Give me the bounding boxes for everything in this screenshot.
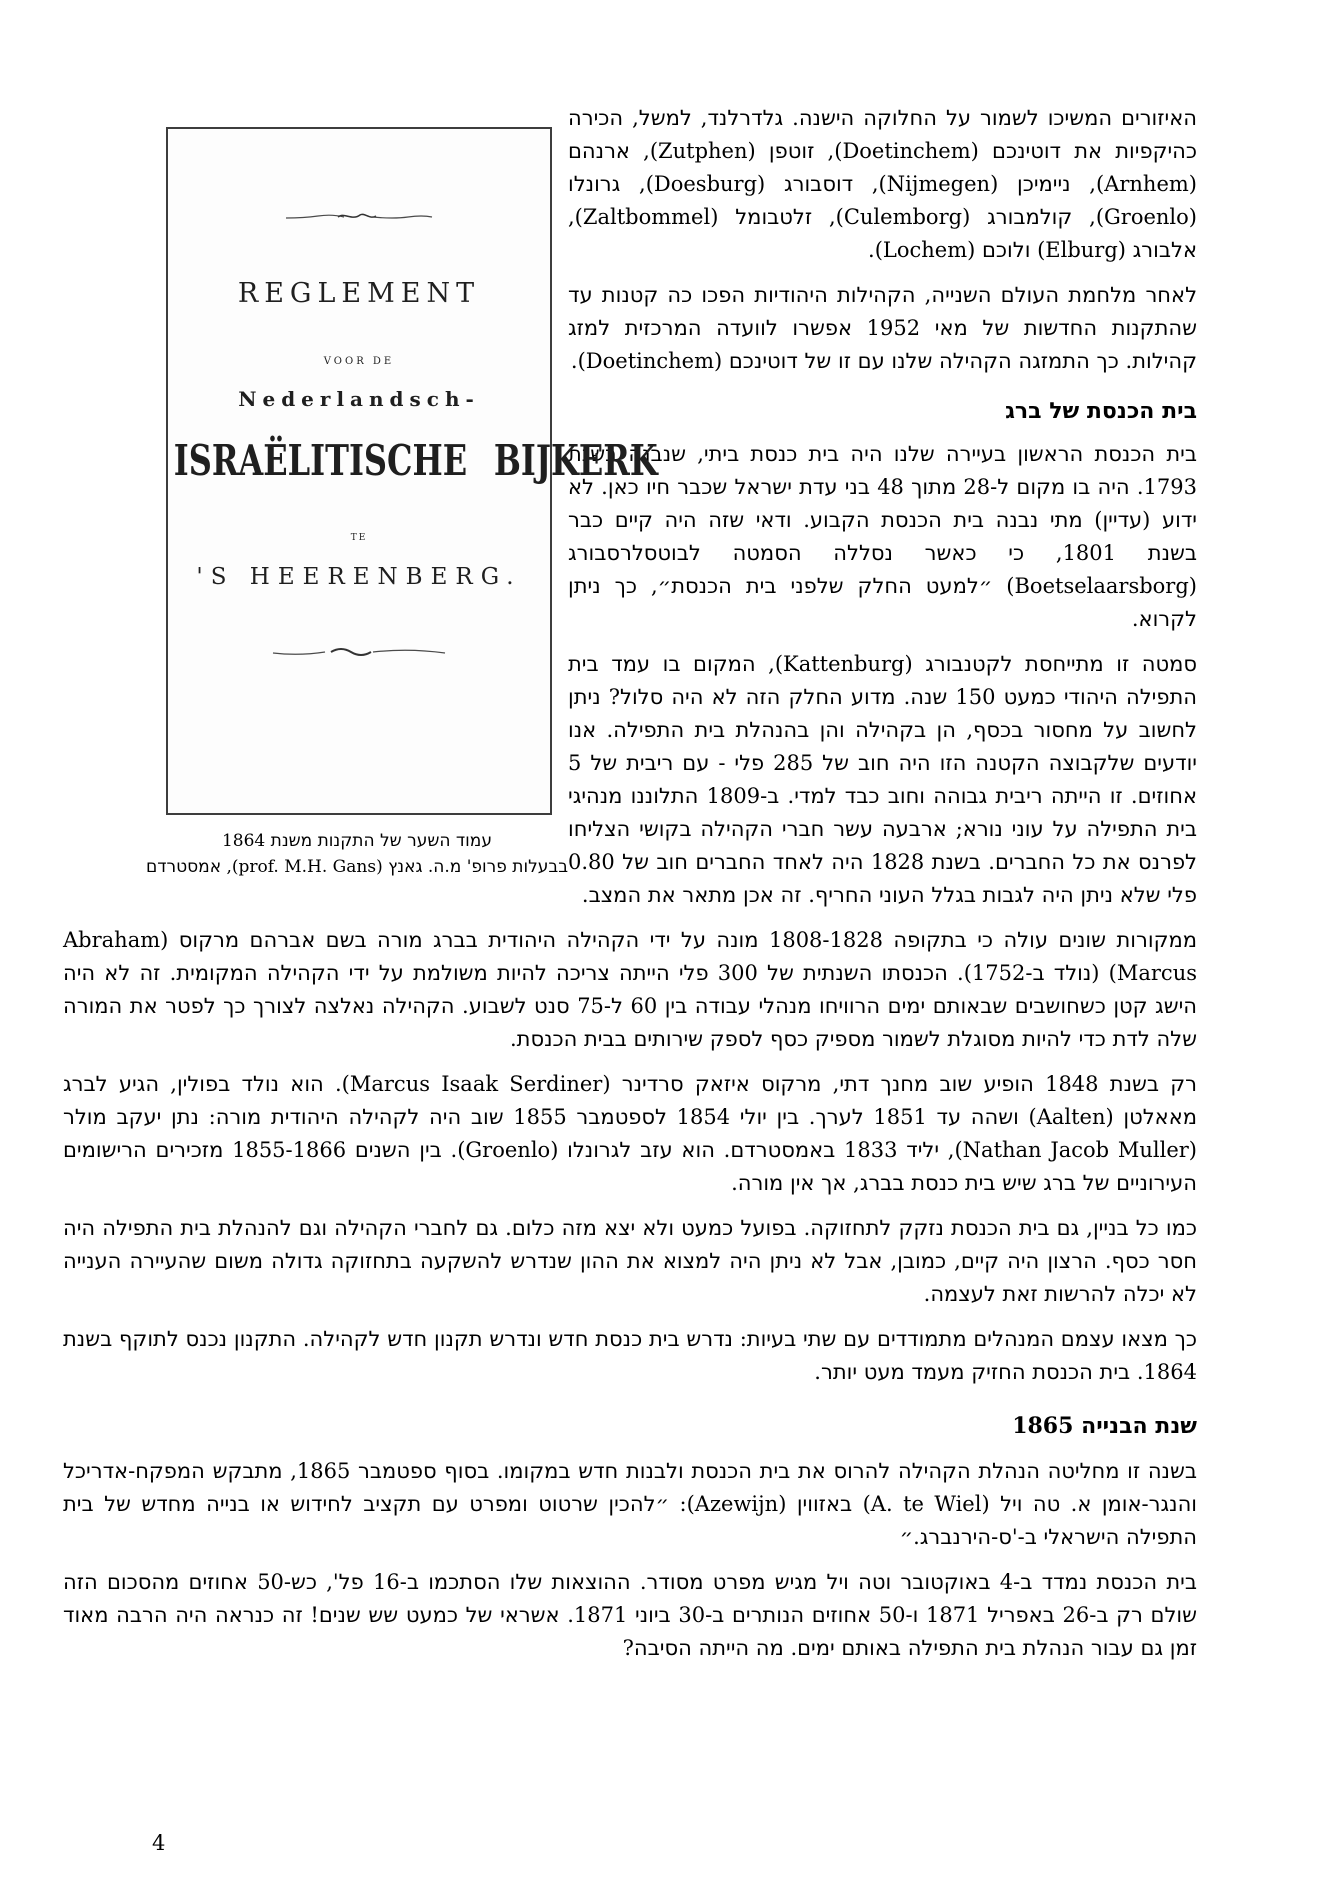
- figure-caption-line1: עמוד השער של התקנות משנת 1864: [221, 831, 492, 851]
- paragraph-serdiner-muller-teachers: רק בשנת 1848 הופיע שוב מחנך דתי, מרקוס איזאק סרדינר (Marcus Isaak Serdiner). הוא נולד בפולין, הגיע לברג מאאלטן (Aalten) ושהה עד 1851 לערך. בין יולי 1854 לספטמבר 1855 שוב היה לקהילה היהודית מורה: נתן יעקב מולר (Nathan Jacob Muller), יליד 1833 באמסטרדם. הוא עזב לגרונלו (Groenlo). בין השנים 1855-1866 מזכירים הרישומים העירוניים של ברג שיש בית כנסת בברג, אך אין מורה.: [63, 1072, 1198, 1195]
- cover-title-reglement: REGLEMENT: [237, 278, 481, 309]
- section-heading-synagogue-of-berg: בית הכנסת של ברג: [1005, 398, 1197, 424]
- paragraph-maintenance-lacking-funds: כמו כל בניין, גם בית הכנסת נזקק לתחזוקה. בפועל כמעט ולא יצא מזה כלום. גם לחברי הקהילה וגם להנהלת בית התפילה היה חסר כסף. הרצון היה קיים, כמובן, אבל לא ניתן היה למצוא את ההון שנדרש להשקעה בתחזוקה גדולה משום שהעיירה הענייה לא יכלה להרשות זאת לעצמה.: [63, 1216, 1197, 1306]
- figure-caption-line2: בבעלות פרופ' מ.ה. גאנץ (prof. M.H. Gans), אמסטרדם: [145, 857, 569, 877]
- page-number: 4: [152, 1831, 166, 1855]
- cover-s-heerenberg: 'S HEERENBERG.: [196, 564, 522, 590]
- flourish-icon: [168, 637, 550, 670]
- paragraph-regions-old-division: האיזורים המשיכו לשמור על החלוקה הישנה. גלדרלנד, למשל, הכירה כהיקפיות את דוטינכם (Doetinchem), זוטפן (Zutphen), ארנהם (Arnhem), ניימיכן (Nijmegen), דוסבורג (Doesburg), גרונלו (Groenlo), קולמבורג (Culemborg), זלטבומל (Zaltbommel), אלבורג (Elburg) ולוכם (Lochem).: [568, 106, 1198, 262]
- paragraph-abraham-marcus-teacher: ממקורות שונים עולה כי בתקופה 1808-1828 מונה על ידי הקהילה היהודית בברג מורה בשם אברהם מרקוס (Abraham Marcus) (נולד ב-1752). הכנסתו השנתית של 300 פלי הייתה צריכה להיות משולמת על ידי הקהילה המקומית. זה לא היה הישג קטן כשחושבים שבאותם ימים הרוויחו מנהלי עבודה בין 60 ל-75 סנט לשבוע. הקהילה נאלצה לצורך כך לפטר את המורה שלה לדת כדי להיות מסוגלת לשמור מספיק כסף לספק שירותים בבית הכנסת.: [63, 928, 1198, 1051]
- paragraph-two-problems: כך מצאו עצמם המנהלים מתמודדים עם שתי בעיות: נדרש בית כנסת חדש ונדרש תקנון חדש לקהילה. התקנון נכנס לתוקף בשנת 1864. בית הכנסת החזיק מעמד מעט יותר.: [63, 1327, 1197, 1384]
- cover-israelitische-bijkerk: ISRAËLITISCHE BIJKERK: [173, 435, 658, 486]
- cover-voor-de: VOOR DE: [323, 356, 395, 367]
- flourish-icon: [168, 201, 550, 234]
- title-page-figure: [63, 102, 658, 880]
- reglement-title-page-scan: [166, 127, 658, 815]
- cover-te: TE: [350, 533, 368, 543]
- paragraph-kattenburg-debt: סמטה זו מתייחסת לקטנבורג (Kattenburg), המקום בו עמד בית התפילה היהודי כמעט 150 שנה. מדוע החלק הזה לא היה סלול? ניתן לחשוב על מחסור בכסף, הן בקהילה והן בהנהלת בית התפילה. אנו יודעים שלקבוצה הקטנה הזו היה חוב של 285 פלי - עם ריבית של 5 אחוזים. זו הייתה ריבית גבוהה וחוב כבד למדי. ב-1809 התלוננו מנהיגי בית התפילה על עוני נורא; ארבעה עשר חברי הקהילה בקושי הצליחו לפרנס את כל החברים. בשנת 1828 היה לאחד החברים חוב של 0.80 פלי שלא ניתן היה לגבות בגלל העוני החריף. זה אכן מתאר את המצב.: [568, 652, 1197, 907]
- paragraph-demolish-and-rebuild: בשנה זו מחליטה הנהלת הקהילה להרוס את בית הכנסת ולבנות חדש במקומו. בסוף ספטמבר 1865, מתבקש המפקח-אדריכל והנגר-אומן א. טה ויל (A. te Wiel) באזווין (Azewijn): ״להכין שרטוט ומפרט עם תקציב לחידוש או בנייה מחדש של בית התפילה הישראלי ב-'ס-הירנברג.״: [63, 1459, 1198, 1549]
- section-heading-building-year-1865: שנת הבנייה 1865: [1012, 1413, 1197, 1439]
- figure-caption: [137, 828, 577, 880]
- cover-nederlandsch: Nederlandsch-: [238, 387, 480, 411]
- paragraph-first-synagogue: בית הכנסת הראשון בעיירה שלנו היה בית כנסת ביתי, שנבנה בשנת 1793. היה בו מקום ל-28 מתוך 48 בני עדת ישראל שכבר חיו כאן. לא ידוע (עדיין) מתי נבנה בית הכנסת הקבוע. ודאי שזה היה קיים כבר בשנת 1801, כי כאשר נסללה הסמטה לבוטסלרסבורג (Boetselaarsborg) ״למעט החלק שלפני בית הכנסת״, כך ניתן לקרוא.: [568, 442, 1198, 631]
- paragraph-postwar-merger: לאחר מלחמת העולם השנייה, הקהילות היהודיות הפכו כה קטנות עד שהתקנות החדשות של מאי 1952 אפשרו לוועדה המרכזית למזג קהילות. כך התמזגה הקהילה שלנו עם זו של דוטינכם (Doetinchem).: [568, 283, 1197, 373]
- paragraph-measurement-and-credit: בית הכנסת נמדד ב-4 באוקטובר וטה ויל מגיש מפרט מסודר. ההוצאות שלו הסתכמו ב-16 פל', כש-50 אחוזים מהסכום הזה שולם רק ב-26 באפריל 1871 ו-50 אחוזים הנותרים ב-30 ביוני 1871. אשראי של כמעט שש שנים! זה כנראה היה הרבה מאוד זמן גם עבור הנהלת בית התפילה באותם ימים. מה הייתה הסיבה?: [63, 1570, 1198, 1660]
